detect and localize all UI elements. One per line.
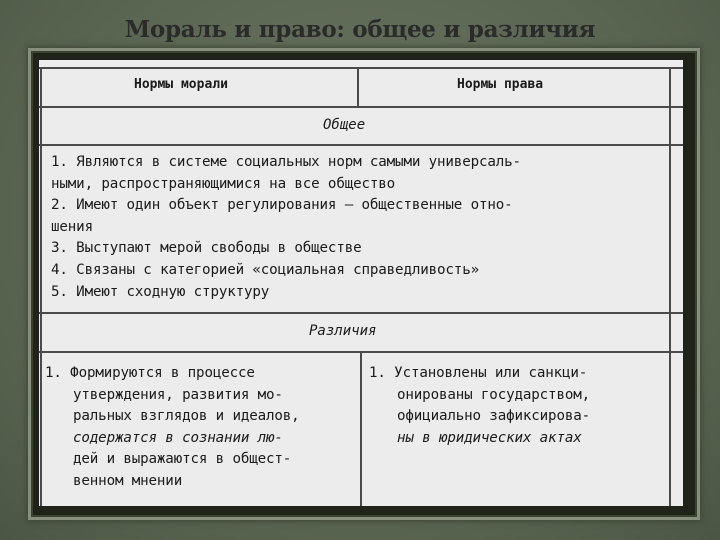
list-item: 1. Являются в системе социальных норм самыми универсаль-	[51, 154, 521, 170]
slide-title: Мораль и право: общее и различия	[124, 16, 596, 43]
section-common-label: Общее	[323, 117, 366, 133]
list-item: онированы государством,	[397, 386, 591, 403]
list-item: 1. Установлены или санкци-	[369, 365, 588, 381]
header-bottom-rule	[39, 106, 683, 108]
list-item: содержатся в сознании лю-	[73, 429, 283, 446]
list-item: ральных взглядов и идеалов,	[73, 408, 300, 425]
diff-column-divider	[360, 352, 362, 506]
header-column-divider	[357, 67, 359, 107]
list-item: 4. Связаны с категорией «социальная справедливость»	[51, 261, 479, 278]
header-morality-norms: Нормы морали	[134, 77, 228, 92]
table-top-rule	[39, 67, 683, 69]
table-right-rule	[669, 67, 671, 506]
section-differences-label: Различия	[309, 323, 377, 339]
list-item: венном мнении	[73, 472, 183, 489]
common-body-rule	[39, 312, 683, 314]
table-left-rule	[40, 67, 42, 506]
comparison-table	[39, 60, 683, 506]
list-item: утверждения, развития мо-	[73, 386, 283, 403]
morality-differences-cell	[45, 363, 300, 493]
list-item: ны в юридических актах	[397, 429, 582, 446]
list-item: официально зафиксирова-	[397, 408, 591, 425]
law-differences-cell	[369, 363, 590, 449]
list-item: 1. Формируются в процессе	[45, 365, 255, 381]
list-item: 5. Имеют сходную структуру	[51, 283, 270, 300]
list-item: шения	[51, 218, 93, 235]
list-item: дей и выражаются в общест-	[73, 451, 292, 468]
list-item: ными, распространяющимися на все общество	[51, 175, 396, 192]
header-law-norms: Нормы права	[457, 77, 544, 92]
list-item: 3. Выступают мерой свободы в обществе	[51, 240, 362, 257]
list-item: 2. Имеют один объект регулирования — общественные отно-	[51, 197, 513, 214]
common-features-list	[51, 152, 521, 303]
common-header-rule	[39, 144, 683, 146]
